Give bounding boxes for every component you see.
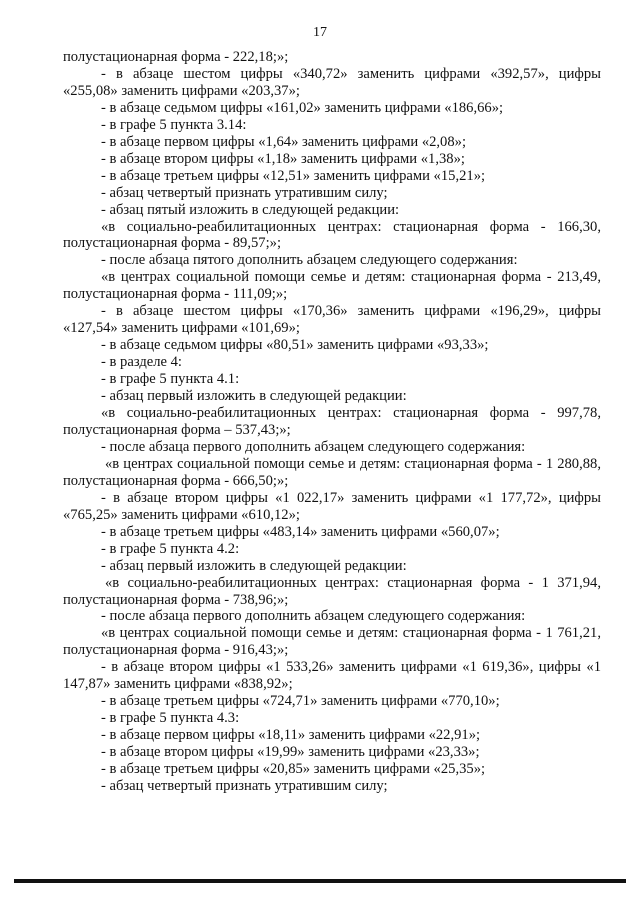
paragraph: - в абзаце втором цифры «1 533,26» заменить цифрами «1 619,36», цифры «1 147,87» заменить цифрами «838,92»; [63,659,601,693]
paragraph: - в графе 5 пункта 4.1: [101,371,240,388]
paragraph: - в графе 5 пункта 4.3: [101,710,240,727]
paragraph: - в графе 5 пункта 3.14: [101,116,247,133]
paragraph: - в абзаце первом цифры «18,11» заменить цифрами «22,91»; [101,727,481,744]
paragraph: - в абзаце втором цифры «19,99» заменить цифрами «23,33»; [101,744,480,761]
paragraph: полустационарная форма - 222,18;»; [63,49,289,65]
document-body [63,49,601,795]
paragraph: - в абзаце втором цифры «1 022,17» заменить цифрами «1 177,72», цифры «765,25» заменить цифрами «610,12»; [63,489,601,523]
paragraph: - в графе 5 пункта 4.2: [101,540,240,557]
paragraph: «в социально-реабилитационных центрах: стационарная форма - 997,78, полустационарная форма – 537,43;»; [63,405,601,438]
paragraph: - в абзаце третьем цифры «724,71» заменить цифрами «770,10»; [101,693,500,710]
paragraph: - после абзаца первого дополнить абзацем следующего содержания: [101,608,526,625]
paragraph: - в абзаце первом цифры «1,64» заменить цифрами «2,08»; [101,133,467,150]
paragraph: «в центрах социальной помощи семье и детям: стационарная форма - 1 280,88, полустационарная форма - 666,50;»; [63,455,601,489]
paragraph: - абзац четвертый признать утратившим силу; [101,184,388,201]
paragraph: «в социально-реабилитационных центрах: стационарная форма - 166,30, полустационарная форма - 89,57;»; [63,218,601,252]
paragraph: «в социально-реабилитационных центрах: стационарная форма - 1 371,94, полустационарная форма - 738,96;»; [63,574,601,608]
paragraph: - в абзаце третьем цифры «483,14» заменить цифрами «560,07»; [101,523,500,540]
paragraph: - в разделе 4: [101,354,182,371]
page-number: 17 [313,25,327,40]
paragraph: - после абзаца пятого дополнить абзацем следующего содержания: [101,252,518,269]
paragraph: - в абзаце седьмом цифры «161,02» заменить цифрами «186,66»; [101,99,504,116]
paragraph: «в центрах социальной помощи семье и детям: стационарная форма - 213,49, полустационарная форма - 111,09;»; [63,269,601,303]
paragraph: - абзац первый изложить в следующей редакции: [101,557,407,574]
paragraph: - абзац первый изложить в следующей редакции: [101,388,407,405]
paragraph: - абзац четвертый признать утратившим силу; [101,777,388,794]
paragraph: - в абзаце втором цифры «1,18» заменить цифрами «1,38»; [101,150,465,167]
paragraph: - в абзаце третьем цифры «20,85» заменить цифрами «25,35»; [101,761,486,778]
paragraph: - в абзаце шестом цифры «170,36» заменить цифрами «196,29», цифры «127,54» заменить цифрами «101,69»; [63,303,601,337]
paragraph: - абзац пятый изложить в следующей редакции: [101,201,400,218]
paragraph: - в абзаце третьем цифры «12,51» заменить цифрами «15,21»; [101,167,486,184]
paragraph: - в абзаце седьмом цифры «80,51» заменить цифрами «93,33»; [101,337,489,354]
paragraph: - после абзаца первого дополнить абзацем следующего содержания: [101,438,526,455]
paragraph: «в центрах социальной помощи семье и детям: стационарная форма - 1 761,21, полустационарная форма - 916,43;»; [63,625,601,659]
page-bottom-border [14,879,626,883]
paragraph: - в абзаце шестом цифры «340,72» заменить цифрами «392,57», цифры «255,08» заменить цифрами «203,37»; [63,65,601,99]
